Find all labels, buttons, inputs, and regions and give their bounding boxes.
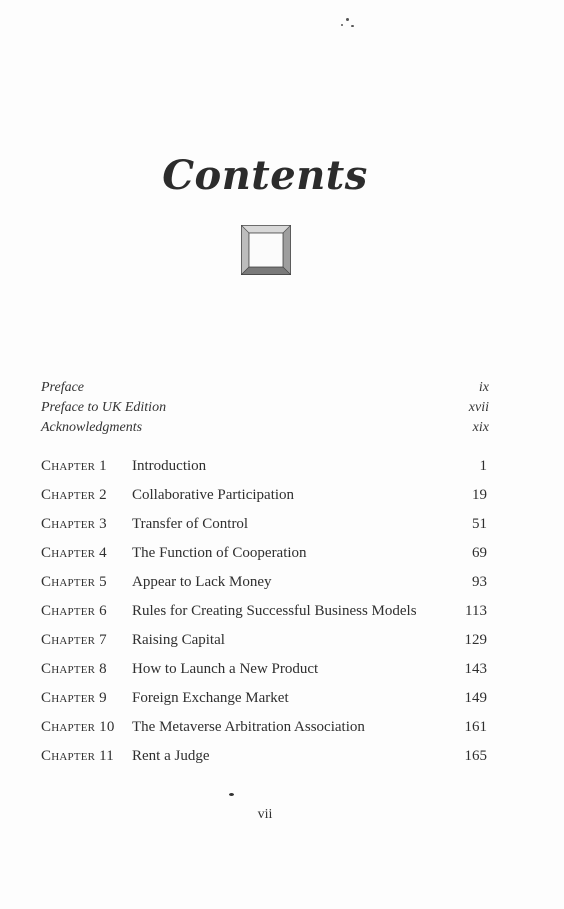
chapter-row xyxy=(41,516,489,538)
chapter-page: 19 xyxy=(472,487,487,503)
chapter-page: 1 xyxy=(479,458,487,474)
front-matter-label: Preface to UK Edition xyxy=(41,400,167,415)
chapter-number: Chapter 4 xyxy=(41,545,107,561)
chapter-row xyxy=(41,458,489,480)
chapter-title: Foreign Exchange Market xyxy=(132,690,289,706)
chapter-title: Rent a Judge xyxy=(132,748,210,764)
front-matter-item xyxy=(41,380,489,400)
chapter-number: Chapter 5 xyxy=(41,574,107,590)
chapter-title: Introduction xyxy=(132,458,207,474)
chapter-number: Chapter 2 xyxy=(41,487,107,503)
chapter-page: 93 xyxy=(472,574,487,590)
chapter-title: Transfer of Control xyxy=(132,516,249,532)
chapter-page: 143 xyxy=(464,661,487,677)
chapter-row xyxy=(41,574,489,596)
chapter-number: Chapter 7 xyxy=(41,632,107,648)
chapter-title: Rules for Creating Successful Business Models xyxy=(132,603,417,619)
chapter-title: Raising Capital xyxy=(132,632,225,648)
chapter-number: Chapter 3 xyxy=(41,516,107,532)
chapter-row xyxy=(41,545,489,567)
chapter-title: The Metaverse Arbitration Association xyxy=(132,719,365,735)
front-matter-label: Preface xyxy=(41,380,85,395)
scan-speck xyxy=(351,25,354,27)
front-matter-label: Acknowledgments xyxy=(41,420,143,435)
chapter-row xyxy=(41,748,489,770)
chapter-page: 149 xyxy=(464,690,487,706)
chapter-page: 129 xyxy=(464,632,487,648)
chapter-row xyxy=(41,661,489,683)
chapter-title: The Function of Cooperation xyxy=(132,545,307,561)
front-matter-item xyxy=(41,420,489,440)
front-matter-page: xvii xyxy=(468,400,489,415)
chapter-page: 113 xyxy=(465,603,487,619)
scan-speck xyxy=(346,18,349,21)
chapter-page: 69 xyxy=(472,545,487,561)
square-ornament-icon xyxy=(241,225,291,275)
chapter-row xyxy=(41,719,489,741)
chapter-row xyxy=(41,603,489,625)
chapter-row xyxy=(41,632,489,654)
chapter-number: Chapter 6 xyxy=(41,603,107,619)
chapter-row xyxy=(41,690,489,712)
front-matter-list xyxy=(41,380,489,440)
chapter-title: How to Launch a New Product xyxy=(132,661,319,677)
front-matter-page: ix xyxy=(478,380,489,395)
page-title: Contents xyxy=(162,152,368,199)
ink-dot xyxy=(229,793,234,796)
front-matter-item xyxy=(41,400,489,420)
chapter-page: 161 xyxy=(464,719,487,735)
chapter-number: Chapter 10 xyxy=(41,719,115,735)
chapter-number: Chapter 9 xyxy=(41,690,107,706)
chapter-number: Chapter 1 xyxy=(41,458,107,474)
front-matter-page: xix xyxy=(472,420,489,435)
page-number: vii xyxy=(257,807,273,822)
chapter-page: 165 xyxy=(464,748,487,764)
chapter-list xyxy=(41,458,489,768)
scan-speck xyxy=(341,24,343,26)
chapter-row xyxy=(41,487,489,509)
chapter-page: 51 xyxy=(472,516,487,532)
chapter-number: Chapter 11 xyxy=(41,748,114,764)
chapter-title: Appear to Lack Money xyxy=(132,574,272,590)
chapter-number: Chapter 8 xyxy=(41,661,107,677)
chapter-title: Collaborative Participation xyxy=(132,487,295,503)
